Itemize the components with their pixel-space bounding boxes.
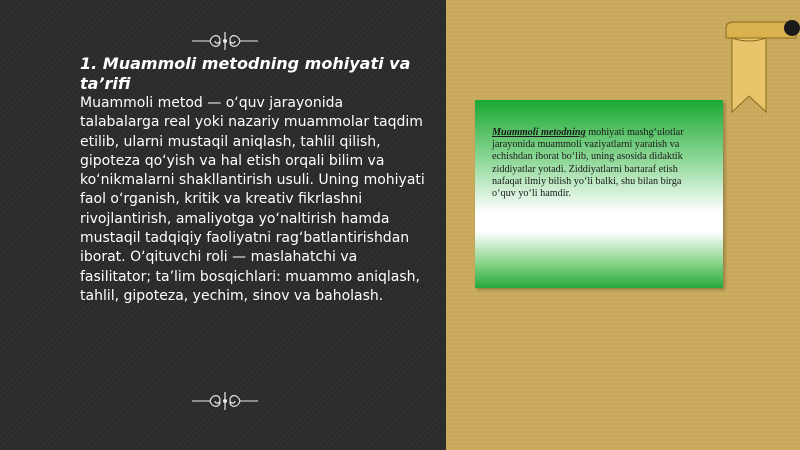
callout-box bbox=[475, 100, 723, 288]
callout-body: mohiyati mashgʻulotlar jarayonida muammoli vaziyatlarni yaratish va echishdan iborat boʻlib, uning asosida didaktik ziddiyatlar yotadi. Ziddiyatlarni bartaraf etish nafaqat ilmiy bilish yoʻli balki, shu bilan birga oʻquv yoʻli hamdir. bbox=[492, 127, 684, 200]
bookmark-ribbon-icon bbox=[718, 20, 800, 120]
ornament-flourish-icon bbox=[190, 390, 260, 412]
slide-body-text: Muammoli metod — o‘quv jarayonida talabalarga real yoki nazariy muammolar taqdim etilib, ularni mustaqil aniqlash, tahlil qilish, gipoteza qo‘yish va hal etish orqali bilim va ko‘nikmalarni shakllantirish usuli. Uning mohiyati faol o‘rganish, kritik va kreativ fikrlashni rivojlantirish, amaliyotga yo‘naltirish hamda mustaqil tadqiqiy faoliyatni rag‘batlantirishdan iborat. O‘qituvchi roli — maslahatchi va fasilitator; ta’lim bosqichlari: muammo aniqlash, tahlil, gipoteza, yechim, sinov va baholash. bbox=[80, 95, 425, 304]
ornament-flourish-icon bbox=[190, 30, 260, 52]
callout-text bbox=[492, 127, 707, 200]
slide-title: 1. Muammoli metodning mohiyati va ta’rifi bbox=[80, 54, 411, 93]
callout-lead: Muammoli metodning bbox=[492, 127, 586, 138]
